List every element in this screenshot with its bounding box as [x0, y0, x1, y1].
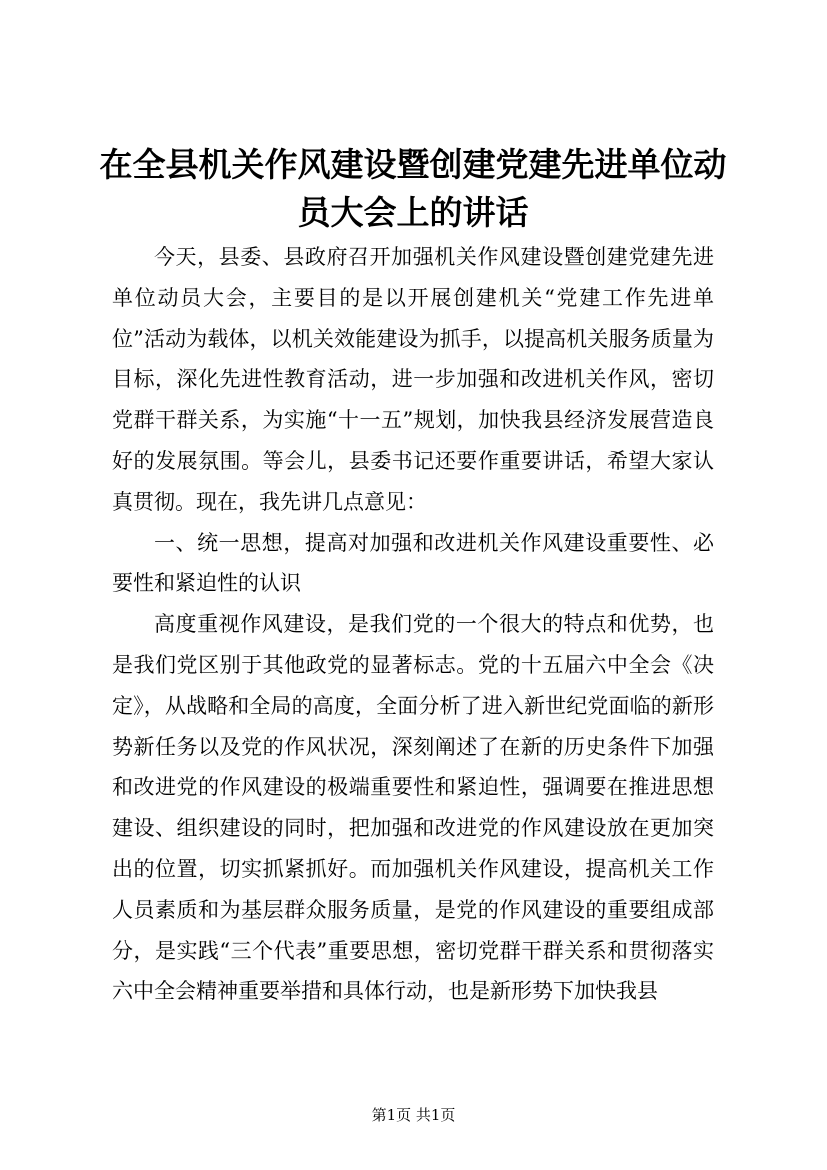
paragraph-intro: 今天，县委、县政府召开加强机关作风建设暨创建党建先进单位动员大会，主要目的是以开展创建机关“党建工作先进单位”活动为载体，以机关效能建设为抓手，以提高机关服务质量为目标，深化先进性教育活动，进一步加强和改进机关作风，密切党群干群关系，为实施“十一五”规划，加快我县经济发展营造良好的发展氛围。等会儿，县委书记还要作重要讲话，希望大家认真贯彻。现在，我先讲几点意见： [112, 245, 714, 514]
document-body [112, 237, 714, 1012]
page-number-footer: 第1页 共1页 [371, 1106, 456, 1124]
paragraph-section-one: 高度重视作风建设，是我们党的一个很大的特点和优势，也是我们党区别于其他政党的显著标志。党的十五届六中全会《决定》，从战略和全局的高度，全面分析了进入新世纪党面临的新形势新任务以及党的作风状况，深刻阐述了在新的历史条件下加强和改进党的作风建设的极端重要性和紧迫性，强调要在推进思想建设、组织建设的同时，把加强和改进党的作风建设放在更加突出的位置，切实抓紧抓好。而加强机关作风建设，提高机关工作人员素质和为基层群众服务质量，是党的作风建设的重要组成部分，是实践“三个代表”重要思想，密切党群干群关系和贯彻落实六中全会精神重要举措和具体行动，也是新形势下加快我县 [112, 612, 714, 1004]
document-title: 在全县机关作风建设暨创建党建先进单位动员大会上的讲话 [99, 145, 727, 232]
section-heading-one: 一、统一思想，提高对加强和改进机关作风建设重要性、必要性和紧迫性的认识 [112, 530, 714, 596]
